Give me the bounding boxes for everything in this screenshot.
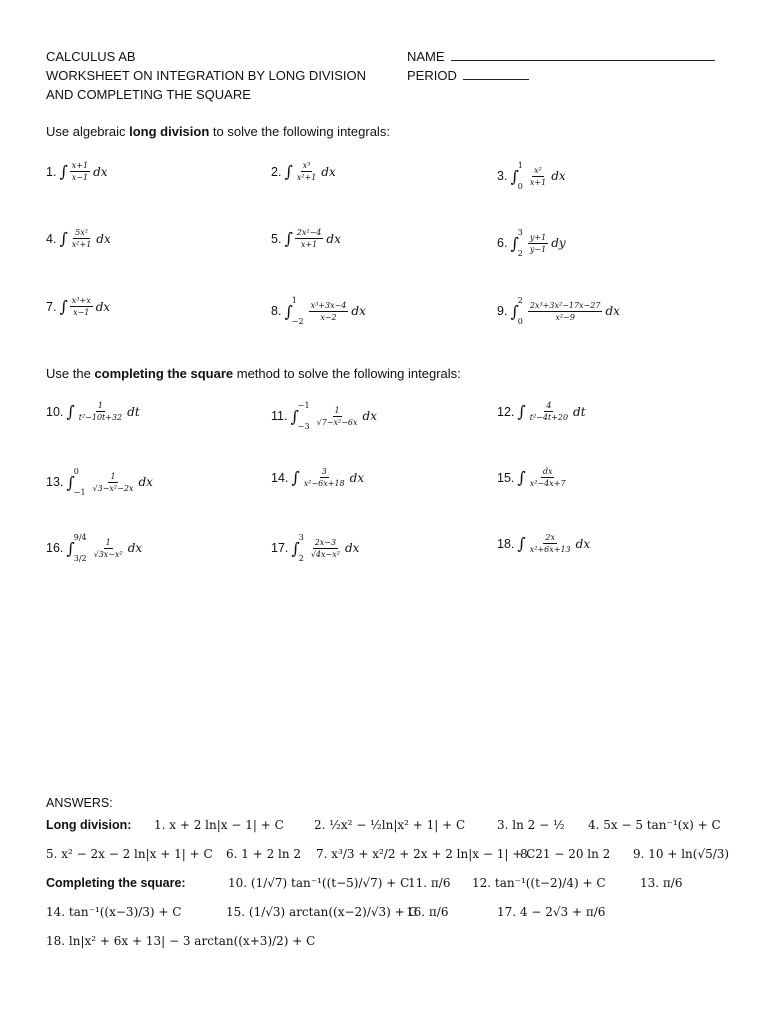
upper-limit: 1 xyxy=(291,296,297,305)
numerator: x³+3x−4 xyxy=(310,300,347,310)
problem-number: 14. xyxy=(271,470,289,485)
header-right xyxy=(407,47,715,85)
denominator: √3x−x² xyxy=(93,549,123,559)
problem-13 xyxy=(46,467,153,497)
problem-number: 8. xyxy=(271,304,282,318)
integral-sign: ∫ xyxy=(517,402,526,421)
answers-title xyxy=(46,796,113,810)
lower-limit: 2 xyxy=(517,249,523,258)
integral-limits xyxy=(518,296,523,326)
problem-number: 2. xyxy=(271,164,282,179)
problem-4 xyxy=(46,228,111,249)
answer-8: 8. 21 − 20 ln 2 xyxy=(520,847,611,861)
upper-limit: 9/4 xyxy=(73,533,87,542)
integrand-fraction xyxy=(528,233,548,254)
completing-square-label xyxy=(46,876,186,890)
problem-number: 13. xyxy=(46,475,64,489)
worksheet-title-line2: AND COMPLETING THE SQUARE xyxy=(46,87,251,102)
answer-14: 14. tan⁻¹((x−3)/3) + C xyxy=(46,905,182,919)
integrand-fraction xyxy=(295,228,324,249)
problem-number: 16. xyxy=(46,541,64,555)
instruction-text: method to solve the following integrals: xyxy=(233,366,461,381)
instruction-text: Use the xyxy=(46,366,95,381)
denominator: x−2 xyxy=(320,312,337,322)
numerator: y+1 xyxy=(529,232,547,242)
header-left xyxy=(46,47,366,104)
problem-1 xyxy=(46,161,108,182)
differential: dx xyxy=(575,536,591,551)
answer-1: 1. x + 2 ln|x − 1| + C xyxy=(154,818,284,832)
integral-limits xyxy=(518,161,523,191)
upper-limit: 0 xyxy=(73,467,79,476)
numerator: 1 xyxy=(105,537,111,547)
name-blank[interactable] xyxy=(451,48,715,61)
problem-7 xyxy=(46,296,110,317)
numerator: x+1 xyxy=(71,161,89,170)
denominator: √7−x²−6x xyxy=(316,417,358,427)
integrand-fraction xyxy=(70,228,94,249)
upper-limit: −1 xyxy=(297,401,310,410)
problem-number: 17. xyxy=(271,541,289,555)
section1-instruction xyxy=(46,124,390,139)
numerator: 2x−3 xyxy=(314,537,337,547)
lower-limit: 2 xyxy=(298,554,304,563)
problem-10 xyxy=(46,401,140,422)
integrand-fraction xyxy=(528,166,548,187)
integrand-fraction xyxy=(70,296,93,317)
numerator: x³ xyxy=(302,161,311,170)
integral-limits xyxy=(518,228,523,258)
label-text: Long division: xyxy=(46,818,132,832)
differential: dx xyxy=(551,169,566,183)
numerator: 5x² xyxy=(75,228,88,237)
lower-limit: −1 xyxy=(73,488,86,497)
instruction-text: to solve the following integrals: xyxy=(209,124,390,139)
answer-7: 7. x³/3 + x²/2 + 2x + 2 ln|x − 1| + C xyxy=(316,847,536,861)
numerator: x² xyxy=(534,165,542,175)
problem-2 xyxy=(271,161,336,182)
differential: dx xyxy=(127,541,143,555)
problem-3 xyxy=(497,161,566,191)
answer-15: 15. (1/√3) arctan((x−2)/√3) + C xyxy=(226,905,418,919)
integral-sign: ∫ xyxy=(290,406,299,426)
integrand-fraction xyxy=(528,533,573,554)
differential: dx xyxy=(362,409,377,423)
integrand-fraction xyxy=(295,161,319,182)
integral-sign: ∫ xyxy=(291,468,300,487)
integral-limits xyxy=(298,401,310,431)
numerator: 3 xyxy=(321,467,327,476)
integral-limits xyxy=(74,533,87,563)
differential: dx xyxy=(605,304,620,318)
problem-5 xyxy=(271,228,341,249)
denominator: x²+1 xyxy=(296,173,317,182)
answer-5: 5. x² − 2x − 2 ln|x + 1| + C xyxy=(46,847,213,861)
integrand-fraction xyxy=(528,401,570,422)
problem-number: 4. xyxy=(46,231,57,246)
lower-limit: 0 xyxy=(517,182,523,191)
integrand-fraction xyxy=(91,472,136,493)
differential: dx xyxy=(138,475,153,489)
upper-limit: 1 xyxy=(517,161,523,170)
numerator: x³+x xyxy=(71,296,91,305)
denominator: x²+6x+13 xyxy=(529,545,571,554)
integrand-fraction xyxy=(315,406,360,427)
differential: dx xyxy=(351,304,366,318)
denominator: x²−4x+7 xyxy=(529,479,566,488)
differential: dx xyxy=(349,470,365,485)
integral-sign: ∫ xyxy=(510,233,519,253)
denominator: x−1 xyxy=(73,308,90,317)
label-text: Completing the square: xyxy=(46,876,186,890)
problem-9 xyxy=(497,296,620,326)
problem-number: 12. xyxy=(497,404,515,419)
problem-number: 10. xyxy=(46,404,64,419)
differential: dt xyxy=(573,404,586,419)
integral-sign: ∫ xyxy=(510,301,519,321)
numerator: 1 xyxy=(97,401,103,410)
problem-14 xyxy=(271,467,364,488)
upper-limit: 3 xyxy=(298,533,304,542)
denominator: x²−6x+18 xyxy=(303,479,345,488)
integral-limits xyxy=(74,467,86,497)
denominator: x²+1 xyxy=(71,240,92,249)
section2-instruction xyxy=(46,366,461,381)
answer-6: 6. 1 + 2 ln 2 xyxy=(226,847,302,861)
numerator: 1 xyxy=(110,471,116,481)
numerator: 2x³+3x²−17x−27 xyxy=(529,300,601,310)
problem-12 xyxy=(497,401,586,422)
instruction-text: Use algebraic xyxy=(46,124,130,139)
denominator: x+1 xyxy=(300,240,318,249)
integrand-fraction xyxy=(309,301,349,322)
problem-11 xyxy=(271,401,377,431)
differential: dy xyxy=(551,236,566,250)
denominator: x²−9 xyxy=(555,312,575,322)
instruction-bold: completing the square xyxy=(94,366,234,381)
answer-2: 2. ½x² − ½ln|x² + 1| + C xyxy=(314,818,466,832)
differential: dt xyxy=(127,404,140,419)
instruction-bold: long division xyxy=(129,124,210,139)
numerator: dx xyxy=(542,467,553,476)
answer-13: 13. π/6 xyxy=(640,876,683,890)
course-title: CALCULUS AB xyxy=(46,49,136,64)
name-label: NAME xyxy=(407,49,445,64)
integral-sign: ∫ xyxy=(510,166,519,186)
problem-number: 1. xyxy=(46,164,57,179)
period-blank[interactable] xyxy=(463,67,529,80)
answers-heading: ANSWERS: xyxy=(46,796,113,810)
integral-sign: ∫ xyxy=(284,229,293,248)
integral-limits xyxy=(292,296,304,326)
integral-sign: ∫ xyxy=(59,162,68,181)
numerator: 1 xyxy=(334,405,340,415)
problem-number: 18. xyxy=(497,536,515,551)
answer-10: 10. (1/√7) tan⁻¹((t−5)/√7) + C xyxy=(228,876,410,890)
lower-limit: 0 xyxy=(517,317,523,326)
integral-sign: ∫ xyxy=(284,162,293,181)
answer-9: 9. 10 + ln(√5/3) xyxy=(633,847,730,861)
integrand-fraction xyxy=(92,538,125,559)
problem-number: 9. xyxy=(497,304,508,318)
integral-sign: ∫ xyxy=(59,297,68,316)
integral-sign: ∫ xyxy=(517,468,526,487)
denominator: x+1 xyxy=(529,177,547,187)
integrand-fraction xyxy=(528,301,603,322)
integrand-fraction xyxy=(309,538,342,559)
numerator: 2x²−4 xyxy=(296,228,322,237)
lower-limit: −2 xyxy=(291,317,304,326)
denominator: √4x−x² xyxy=(310,549,340,559)
answer-17: 17. 4 − 2√3 + π/6 xyxy=(497,905,606,919)
differential: dx xyxy=(93,164,108,179)
period-row xyxy=(407,66,715,85)
problem-18 xyxy=(497,533,590,554)
numerator: 2x xyxy=(545,533,555,542)
problem-number: 11. xyxy=(271,409,288,423)
long-division-label xyxy=(46,818,131,832)
integral-limits xyxy=(299,533,304,563)
integral-sign: ∫ xyxy=(284,301,293,321)
integral-sign: ∫ xyxy=(66,472,75,492)
problem-number: 3. xyxy=(497,169,508,183)
answer-18: 18. ln|x² + 6x + 13| − 3 arctan((x+3)/2) + C xyxy=(46,934,316,948)
worksheet-title-line1: WORKSHEET ON INTEGRATION BY LONG DIVISION xyxy=(46,68,366,83)
problem-number: 6. xyxy=(497,236,508,250)
lower-limit: −3 xyxy=(297,422,310,431)
integrand-fraction xyxy=(528,467,568,488)
integral-sign: ∫ xyxy=(66,402,75,421)
answer-4: 4. 5x − 5 tan⁻¹(x) + C xyxy=(588,818,721,832)
integral-sign: ∫ xyxy=(517,534,526,553)
integrand-fraction xyxy=(70,161,90,182)
differential: dx xyxy=(326,231,341,246)
denominator: x−1 xyxy=(71,173,89,182)
integral-sign: ∫ xyxy=(59,229,68,248)
problem-6 xyxy=(497,228,566,258)
answer-16: 16. π/6 xyxy=(406,905,449,919)
answer-3: 3. ln 2 − ½ xyxy=(497,818,565,832)
denominator: y−1 xyxy=(529,244,547,254)
upper-limit: 2 xyxy=(517,296,523,305)
problem-15 xyxy=(497,467,570,488)
differential: dx xyxy=(321,164,336,179)
problem-16 xyxy=(46,533,142,563)
integral-sign: ∫ xyxy=(291,538,300,558)
integrand-fraction xyxy=(77,401,124,422)
numerator: 4 xyxy=(546,401,552,410)
denominator: t²−4t+20 xyxy=(529,413,569,422)
name-row xyxy=(407,47,715,66)
period-label: PERIOD xyxy=(407,68,457,83)
lower-limit: 3/2 xyxy=(73,554,87,563)
integral-sign: ∫ xyxy=(66,538,75,558)
integrand-fraction xyxy=(302,467,347,488)
denominator: √3−x²−2x xyxy=(92,483,134,493)
differential: dx xyxy=(95,299,111,314)
denominator: t²−10t+32 xyxy=(78,413,123,422)
differential: dx xyxy=(344,541,360,555)
problem-8 xyxy=(271,296,366,326)
answer-12: 12. tan⁻¹((t−2)/4) + C xyxy=(472,876,606,890)
problem-number: 5. xyxy=(271,231,282,246)
answer-11: 11. π/6 xyxy=(408,876,451,890)
problem-number: 15. xyxy=(497,470,515,485)
problem-17 xyxy=(271,533,359,563)
differential: dx xyxy=(96,231,111,246)
upper-limit: 3 xyxy=(517,228,523,237)
problem-number: 7. xyxy=(46,299,57,314)
